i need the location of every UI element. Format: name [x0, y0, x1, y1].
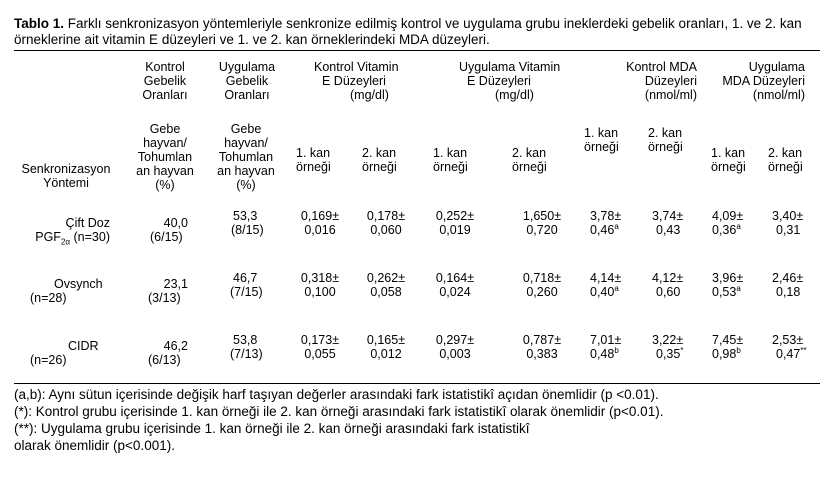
- row2-km1: 4,14± 0,40$^a$: [590, 271, 622, 299]
- row2-ue2: 0,718± 0,260: [522, 271, 562, 299]
- row1-km1: 3,78± 0,46$^a$: [590, 209, 622, 237]
- row1-ke1: 0,169± 0,016: [300, 209, 340, 237]
- row3-kontrol-rate: 46,2: [163, 339, 188, 353]
- footnote-ab: (a,b): Aynı sütun içerisinde değişik harf taşıyan değerler arasındaki fark istatistikî açıdan önemlidir (p <0.01).: [14, 387, 659, 402]
- row3-ke1: 0,173± 0,055: [300, 333, 340, 361]
- row3-method: CIDR (n=26): [30, 339, 99, 367]
- header-ue-sample2: 2. kan örneği: [512, 146, 547, 174]
- header-method: Senkronizasyon Yöntemi: [21, 162, 111, 190]
- row2-ke1: 0,318± 0,100: [300, 271, 340, 299]
- table-caption-label: Tablo 1.: [14, 16, 65, 31]
- row3-kontrol-ratio: (6/13): [148, 353, 181, 367]
- row3-ue2: 0,787± 0,383: [522, 333, 562, 361]
- row2-um1: 3,96± 0,53$^a$: [712, 271, 744, 299]
- row2-kontrol-rate: 23,1: [163, 277, 188, 291]
- header-uygulama-vitamin-e: Uygulama Vitamin E Düzeyleri (mg/dl): [459, 60, 561, 102]
- row2-uygulama-rate: 46,7: [233, 271, 258, 285]
- header-kontrol-gebe: Gebe hayvan/ Tohumlan an hayvan (%): [136, 122, 194, 192]
- header-uygulama-gebe: Gebe hayvan/ Tohumlan an hayvan (%): [217, 122, 275, 192]
- row2-method: Ovsynch (n=28): [30, 277, 103, 305]
- header-kontrol-gebelik: Kontrol Gebelik Oranları: [142, 60, 188, 102]
- row2-kontrol-ratio: (3/13): [148, 291, 181, 305]
- header-km-sample2: 2. kan örneği: [648, 126, 683, 154]
- top-rule: [14, 50, 820, 51]
- header-uygulama-mda: Uygulama MDA Düzeyleri (nmol/ml): [722, 60, 805, 102]
- row3-uygulama-rate: 53,8: [233, 333, 258, 347]
- header-kontrol-vitamin-e: Kontrol Vitamin E Düzeyleri (mg/dl): [314, 60, 399, 102]
- row3-um2: 2,53± 0,47**: [772, 333, 807, 361]
- table-caption: [14, 16, 829, 48]
- row1-um1: 4,09± 0,36$^a$: [712, 209, 744, 237]
- row2-km2: 4,12± 0,60: [652, 271, 684, 299]
- row1-km2: 3,74± 0,43: [652, 209, 684, 237]
- header-uygulama-gebelik: Uygulama Gebelik Oranları: [218, 60, 276, 102]
- header-km-sample1: 1. kan örneği: [584, 126, 619, 154]
- row1-ue2: 1,650± 0,720: [522, 209, 562, 237]
- row2-ke2: 0,262± 0,058: [366, 271, 406, 299]
- bottom-rule: [14, 383, 820, 384]
- header-kontrol-mda: Kontrol MDA Düzeyleri (nmol/ml): [626, 60, 697, 102]
- footnote-double-star-cont: olarak önemlidir (p<0.001).: [14, 438, 175, 453]
- row3-uygulama-ratio: (7/13): [230, 347, 263, 361]
- row2-uygulama-ratio: (7/15): [230, 285, 263, 299]
- header-ue-sample1: 1. kan örneği: [433, 146, 468, 174]
- header-ke-sample2: 2. kan örneği: [362, 146, 397, 174]
- row1-uygulama-rate: 53,3: [233, 209, 258, 223]
- footnote-star: (*): Kontrol grubu içerisinde 1. kan örneği ile 2. kan örneği arasındaki fark istatistikî olarak önemlidir (p<0.01).: [14, 404, 664, 419]
- header-ke-sample1: 1. kan örneği: [296, 146, 331, 174]
- row2-um2: 2,46± 0,18: [772, 271, 804, 299]
- row1-method: Çift Doz $PGF_{2\alpha}$ (n=30): [35, 216, 110, 247]
- row3-ue1: 0,297± 0,003: [435, 333, 475, 361]
- row1-ue1: 0,252± 0,019: [435, 209, 475, 237]
- footnote-double-star: (**): Uygulama grubu içerisinde 1. kan örneği ile 2. kan örneği arasındaki fark istatistikî: [14, 421, 530, 436]
- row1-kontrol-rate: 40,0: [163, 216, 188, 230]
- row1-uygulama-ratio: (8/15): [231, 223, 264, 237]
- row3-km2: 3,22± 0,35*: [652, 333, 684, 361]
- row3-km1: 7,01± 0,48$^b$: [590, 333, 622, 361]
- row2-ue1: 0,164± 0,024: [435, 271, 475, 299]
- row1-um2: 3,40± 0,31: [772, 209, 804, 237]
- header-um-sample2: 2. kan örneği: [768, 146, 803, 174]
- row3-um1: 7,45± 0,98$^b$: [712, 333, 744, 361]
- row3-ke2: 0,165± 0,012: [366, 333, 406, 361]
- table-caption-text: Farklı senkronizasyon yöntemleriyle senkronize edilmiş kontrol ve uygulama grubu ineklerdeki gebelik oranları, 1. ve 2. kan örneklerine ait vitamin E düzeyleri ve 1. ve 2. kan örneklerindeki MDA düzeyleri.: [14, 16, 802, 47]
- row1-kontrol-ratio: (6/15): [150, 230, 183, 244]
- row1-ke2: 0,178± 0,060: [366, 209, 406, 237]
- header-um-sample1: 1. kan örneği: [711, 146, 746, 174]
